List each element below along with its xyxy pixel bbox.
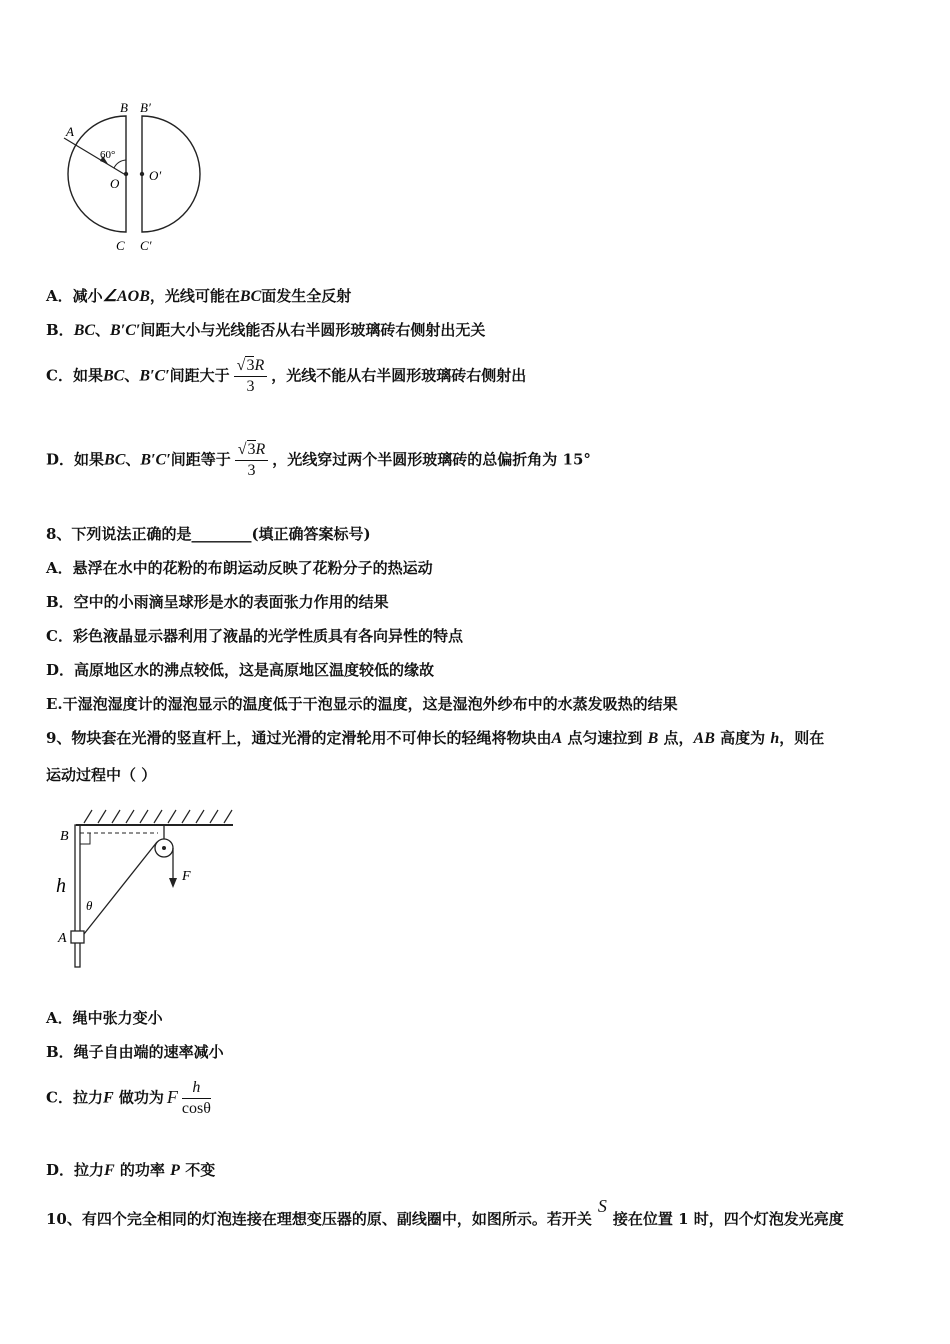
q7-c-fraction: $\frac{√3R}{3}$ — [234, 356, 268, 397]
q7-b-math: BC — [73, 322, 96, 339]
q7-c-math: BC — [102, 367, 125, 385]
point-O-prime — [140, 172, 144, 176]
q7-d-fraction: $\frac{√3R}{3}$ — [235, 440, 269, 481]
label-A: A — [58, 931, 67, 946]
force-arrow — [169, 878, 177, 888]
q7-option-d — [46, 440, 591, 481]
q7-a-tail: 面发生全反射 — [261, 287, 352, 305]
label-A: A — [66, 124, 74, 139]
q8-stem: 8、下列说法正确的是________(填正确答案标号) — [46, 525, 371, 543]
label-O: O — [110, 176, 120, 191]
label-angle: 60° — [100, 149, 116, 161]
q8-option-d: D．高原地区水的沸点较低，这是高原地区温度较低的缘故 — [46, 661, 435, 679]
q7-c-math2: B′C′ — [139, 367, 170, 385]
q7-c-tail: ，光线不能从右半圆形玻璃砖右侧射出 — [271, 366, 527, 385]
q7-a-prefix: A．减小 — [46, 287, 103, 305]
q7-c-mid: 、 — [124, 366, 140, 385]
q9-option-d: D．拉力F 的功率 P 不变 — [46, 1161, 216, 1179]
vertical-rod — [75, 825, 80, 967]
q7-b-tail: 间距大小与光线能否从右半圆形玻璃砖右侧射出无关 — [140, 321, 486, 339]
q9-option-c: C．拉力F 做功为 F $\frac{h}{\cos\theta}$ — [46, 1079, 211, 1117]
ceiling-hatch — [84, 810, 232, 823]
q9-option-a: A．绳中张力变小 — [46, 1009, 163, 1027]
figure-rod-pulley — [48, 800, 248, 985]
label-C: C — [116, 238, 125, 253]
figure-semicircle-bricks — [50, 98, 290, 258]
q7-d-mid2: 间距等于 — [170, 450, 231, 469]
label-F: F — [182, 869, 191, 884]
q7-d-mid: 、 — [125, 450, 141, 469]
q7-c-mid2: 间距大于 — [169, 366, 230, 385]
q7-a-math: ∠AOB — [102, 288, 150, 305]
q7-d-math2: B′C′ — [140, 451, 171, 469]
q7-option-b — [46, 320, 485, 341]
q8-option-c: C．彩色液晶显示器利用了液晶的光学性质具有各向异性的特点 — [46, 627, 463, 645]
q7-b-math2: B′C′ — [110, 322, 141, 339]
right-angle-mark — [80, 833, 90, 844]
q9-stem-line1: 9、物块套在光滑的竖直杆上，通过光滑的定滑轮用不可伸长的轻绳将物块由A 点匀速拉到 B 点，AB 高度为 h，则在 — [46, 729, 825, 747]
angle-arc — [114, 160, 126, 168]
q7-c-prefix: C．如果 — [46, 366, 103, 385]
label-h: h — [56, 875, 66, 897]
pulley-axle — [162, 846, 166, 850]
q10-stem: 10、有四个完全相同的灯泡连接在理想变压器的原、副线圈中，如图所示。若开关S接在位置 1 时，四个灯泡发光亮度 — [46, 1196, 844, 1228]
label-B: B — [120, 100, 128, 115]
left-semicircle — [68, 116, 126, 232]
block — [71, 931, 84, 943]
rope-slant — [84, 842, 157, 934]
q9-stem-line2: 运动过程中（ ） — [46, 766, 157, 784]
label-C-prime: C′ — [140, 238, 152, 253]
q7-b-mid: 、 — [95, 321, 111, 339]
q7-option-c — [46, 356, 526, 397]
point-O — [124, 172, 128, 176]
q8-option-a: A．悬浮在水中的花粉的布朗运动反映了花粉分子的热运动 — [46, 559, 433, 577]
q7-d-math: BC — [104, 451, 126, 469]
q7-a-suffix: ，光线可能在 — [149, 287, 240, 305]
label-B-prime: B′ — [140, 100, 151, 115]
q9-c-fraction: $\frac{h}{\cos\theta}$ — [181, 1079, 211, 1117]
q7-d-prefix: D．如果 — [46, 450, 105, 469]
q7-a-math2: BC — [239, 288, 262, 305]
q8-option-e: E.干湿泡湿度计的湿泡显示的温度低于干泡显示的温度，这是湿泡外纱布中的水蒸发吸热的结果 — [46, 695, 678, 713]
q9-option-b: B．绳子自由端的速率减小 — [46, 1043, 224, 1061]
label-O-prime: O′ — [149, 168, 162, 183]
q7-b-prefix: B． — [46, 321, 74, 339]
label-theta: θ — [86, 898, 93, 913]
q8-option-b: B．空中的小雨滴呈球形是水的表面张力作用的结果 — [46, 593, 389, 611]
q7-option-a — [46, 286, 351, 307]
q7-d-tail: ，光线穿过两个半圆形玻璃砖的总偏折角为 15° — [272, 450, 591, 469]
label-B: B — [60, 829, 69, 844]
